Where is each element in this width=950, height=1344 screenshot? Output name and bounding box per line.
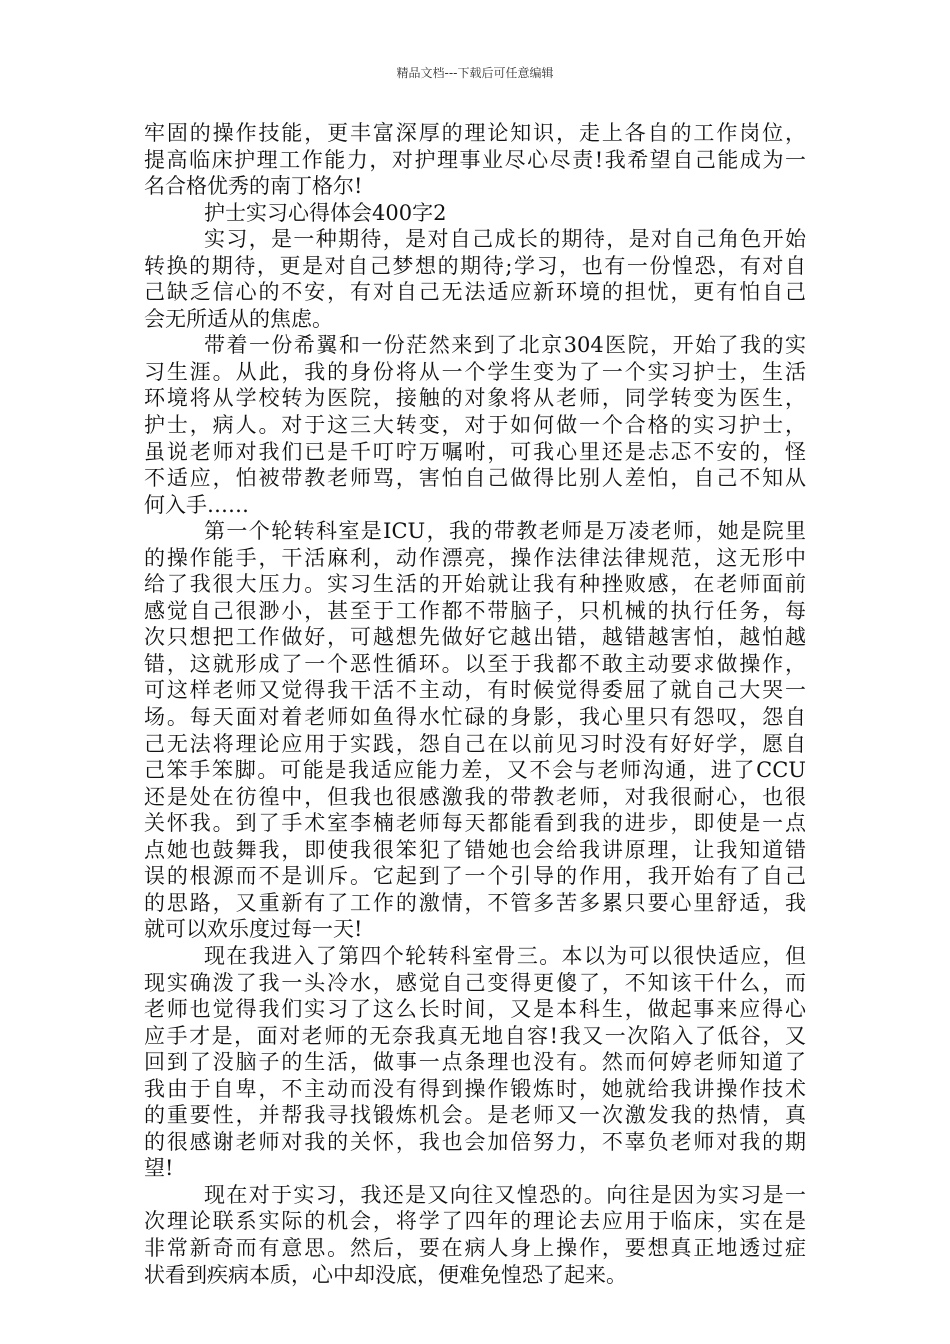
text-line: 的重要性，并帮我寻找锻炼机会。是老师又一次激发我的热情，真 xyxy=(144,1103,806,1128)
paragraph xyxy=(144,1182,806,1288)
text-line: 护士实习心得体会400字2 xyxy=(204,200,447,225)
text-line: 我由于自卑，不主动而没有得到操作锻炼时，她就给我讲操作技术 xyxy=(144,1076,806,1101)
paragraph xyxy=(144,332,806,518)
text-line: 现在对于实习，我还是又向往又惶恐的。向往是因为实习是一 xyxy=(204,1182,806,1207)
text-line: 的思路，又重新有了工作的激情，不管多苦多累只要心里舒适，我 xyxy=(144,890,806,915)
text-line: 实习，是一种期待，是对自己成长的期待，是对自己角色开始 xyxy=(204,227,806,252)
text-line: 何入手…… xyxy=(144,492,249,517)
text-line: 状看到疾病本质，心中却没底，便难免惶恐了起来。 xyxy=(144,1262,627,1287)
text-line: 现实确泼了我一头冷水，感觉自己变得更傻了，不知该干什么，而 xyxy=(144,970,806,995)
text-line: 第一个轮转科室是ICU，我的带教老师是万凌老师，她是院里 xyxy=(204,519,806,544)
text-line: 牢固的操作技能，更丰富深厚的理论知识，走上各自的工作岗位， xyxy=(144,121,806,145)
text-line: 错，这就形成了一个恶性循环。以至于我都不敢主动要求做操作， xyxy=(144,651,806,676)
text-line: 次只想把工作做好，可越想先做好它越出错，越错越害怕，越怕越 xyxy=(144,625,806,650)
text-line: 感觉自己很渺小，甚至于工作都不带脑子，只机械的执行任务，每 xyxy=(144,598,806,623)
text-line: 误的根源而不是训斥。它起到了一个引导的作用，我开始有了自己 xyxy=(144,864,806,889)
document-body xyxy=(144,120,806,1288)
text-line: 己笨手笨脚。可能是我适应能力差，又不会与老师沟通，进了CCU xyxy=(144,758,806,783)
text-line: 就可以欢乐度过每一天! xyxy=(144,917,363,942)
text-line: 还是处在彷徨中，但我也很感激我的带教老师，对我很耐心，也很 xyxy=(144,784,806,809)
text-line: 可这样老师又觉得我干活不主动，有时候觉得委屈了就自己大哭一 xyxy=(144,678,806,703)
text-line: 习生涯。从此，我的身份将从一个学生变为了一个实习护士，生活 xyxy=(144,359,806,384)
text-line: 名合格优秀的南丁格尔! xyxy=(144,174,363,199)
text-line: 虽说老师对我们已是千叮咛万嘱咐，可我心里还是忐忑不安的，怪 xyxy=(144,439,806,464)
text-line: 不适应，怕被带教老师骂，害怕自己做得比别人差怕，自己不知从 xyxy=(144,466,806,491)
text-line: 关怀我。到了手术室李楠老师每天都能看到我的进步，即使是一点 xyxy=(144,811,806,836)
text-line: 场。每天面对着老师如鱼得水忙碌的身影，我心里只有怨叹，怨自 xyxy=(144,705,806,730)
text-line: 点她也鼓舞我，即使我很笨犯了错她也会给我讲原理，让我知道错 xyxy=(144,837,806,862)
text-line: 转换的期待，更是对自己梦想的期待;学习，也有一份惶恐，有对自 xyxy=(144,253,806,278)
text-line: 带着一份希翼和一份茫然来到了北京304医院，开始了我的实 xyxy=(204,333,806,358)
text-line: 非常新奇而有意思。然后，要在病人身上操作，要想真正地透过症 xyxy=(144,1235,806,1260)
page-header: 精品文档---下载后可任意编辑 xyxy=(396,66,554,80)
text-line: 环境将从学校转为医院，接触的对象将从老师，同学转变为医生， xyxy=(144,386,806,411)
text-line: 次理论联系实际的机会，将学了四年的理论去应用于临床，实在是 xyxy=(144,1209,806,1234)
paragraph xyxy=(144,943,806,1182)
text-line: 应手才是，面对老师的无奈我真无地自容!我又一次陷入了低谷，又 xyxy=(144,1023,806,1048)
text-line: 会无所适从的焦虑。 xyxy=(144,306,333,331)
paragraph xyxy=(144,120,806,200)
text-line: 望! xyxy=(144,1156,174,1181)
text-line: 给了我很大压力。实习生活的开始就让我有种挫败感，在老师面前 xyxy=(144,572,806,597)
text-line: 己缺乏信心的不安，有对自己无法适应新环境的担忧，更有怕自己 xyxy=(144,280,806,305)
section-heading xyxy=(144,200,806,227)
text-line: 提高临床护理工作能力，对护理事业尽心尽责!我希望自己能成为一 xyxy=(144,147,806,172)
text-line: 老师也觉得我们实习了这么长时间，又是本科生，做起事来应得心 xyxy=(144,997,806,1022)
paragraph xyxy=(144,226,806,332)
text-line: 回到了没脑子的生活，做事一点条理也没有。然而何婷老师知道了 xyxy=(144,1050,806,1075)
text-line: 己无法将理论应用于实践，怨自己在以前见习时没有好好学，愿自 xyxy=(144,731,806,756)
text-line: 的操作能手，干活麻利，动作漂亮，操作法律法律规范，这无形中 xyxy=(144,545,806,570)
text-line: 现在我进入了第四个轮转科室骨三。本以为可以很快适应，但 xyxy=(204,943,806,968)
text-line: 的很感谢老师对我的关怀，我也会加倍努力，不辜负老师对我的期 xyxy=(144,1129,806,1154)
paragraph xyxy=(144,518,806,943)
text-line: 护士，病人。对于这三大转变，对于如何做一个合格的实习护士， xyxy=(144,413,806,438)
